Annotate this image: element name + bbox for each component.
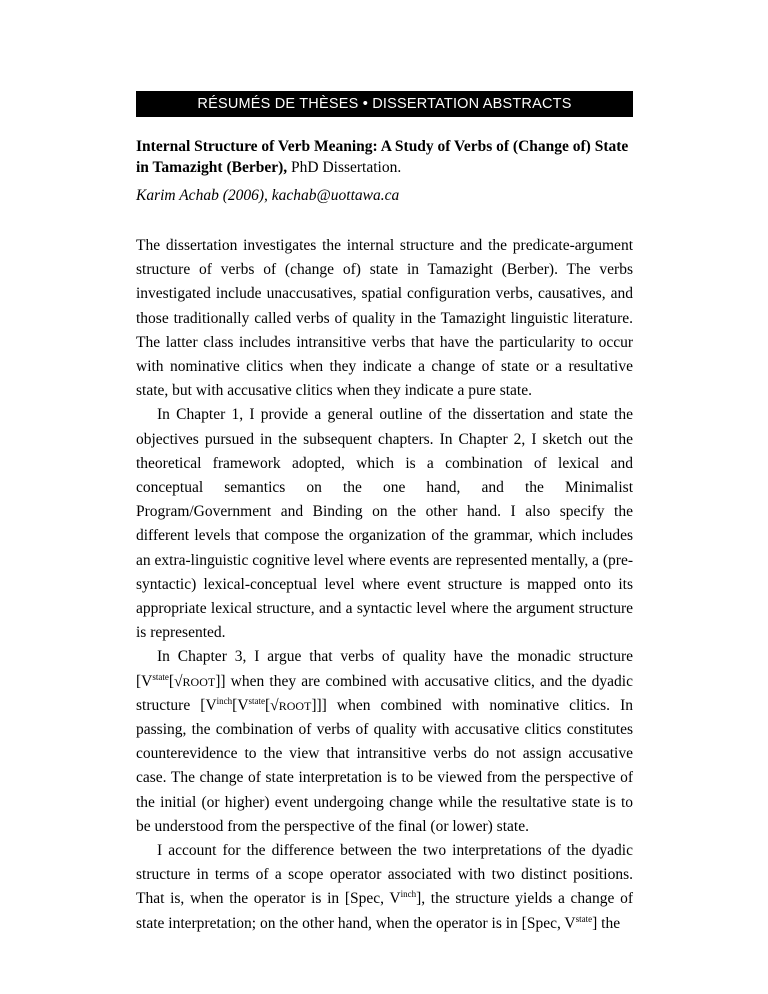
paragraph-3 — [136, 645, 633, 839]
superscript-inch: inch — [216, 695, 233, 706]
text-run: I account for the difference between the two interpretations of the dyadic structure in terms of a scope operator associated with two distinct positions. That is, when the operator is in [Spec, V — [136, 842, 633, 908]
text-run: ], the structure yields a change of state interpretation; on the other hand, when the operator is in [Spec, V — [136, 890, 634, 932]
title-text: Internal Structure of Verb Meaning: A Study of Verbs of (Change of) State in Tamazight (Berber), — [136, 138, 629, 176]
root-label: ROOT — [182, 674, 216, 689]
superscript-state: state — [248, 695, 266, 706]
author-line: Karim Achab (2006), kachab@uottawa.ca — [136, 187, 400, 204]
paragraph-2: In Chapter 1, I provide a general outline of the dissertation and state the objectives pursued in the subsequent chapters. In Chapter 2, I sketch out the theoretical framework adopted, which is a combination of lexical and conceptual semantics on the one hand, and the Minimalist Program/Government and Binding on the other hand. I also specify the different levels that compose the organization of the grammar, which includes an extra-linguistic cognitive level where events are represented mentally, a (pre-syntactic) lexical-conceptual level where event structure is mapped onto its appropriate lexical structure, and a syntactic level where the argument structure is represented. — [136, 406, 633, 642]
paragraph-4 — [136, 839, 633, 936]
paragraph-1: The dissertation investigates the internal structure and the predicate-argument structure of verbs of (change of) state in Tamazight (Berber). The verbs investigated include unaccusatives, spatial configuration verbs, causatives, and those traditionally called verbs of quality in the Tamazight linguistic literature. The latter class includes intransitive verbs that have the particularity to occur with nominative clitics when they indicate a change of state or a resultative state, but with accusative clitics when they indicate a pure state. — [136, 237, 633, 400]
text-run: ]]] when combined with nominative clitics. In passing, the combination of verbs of quality with accusative clitics constitutes counterevidence to the view that intransitive verbs do not assign accusative case. The change of state interpretation is to be viewed from the perspective of the initial (or higher) event undergoing change while the resultative state is to be understood from the perspective of the final (or lower) state. — [136, 696, 633, 835]
superscript-state: state — [152, 671, 169, 682]
text-run: In Chapter 3, I argue that verbs of quality have the monadic structure [V — [136, 648, 633, 690]
article-title — [136, 136, 636, 178]
superscript-state: state — [575, 913, 593, 924]
text-run: [V — [232, 696, 249, 714]
abstract-body — [136, 234, 633, 936]
section-banner: RÉSUMÉS DE THÈSES • DISSERTATION ABSTRACTS — [136, 91, 633, 117]
text-run: [√ — [168, 672, 183, 690]
degree-label: PhD Dissertation. — [291, 159, 402, 176]
text-run: [√ — [265, 696, 279, 714]
superscript-inch: inch — [400, 889, 417, 900]
text-run: ] the — [592, 914, 621, 932]
text-run: ]] when they are combined with accusative clitics, and the dyadic structure [V — [136, 672, 633, 714]
root-label: ROOT — [278, 698, 312, 713]
